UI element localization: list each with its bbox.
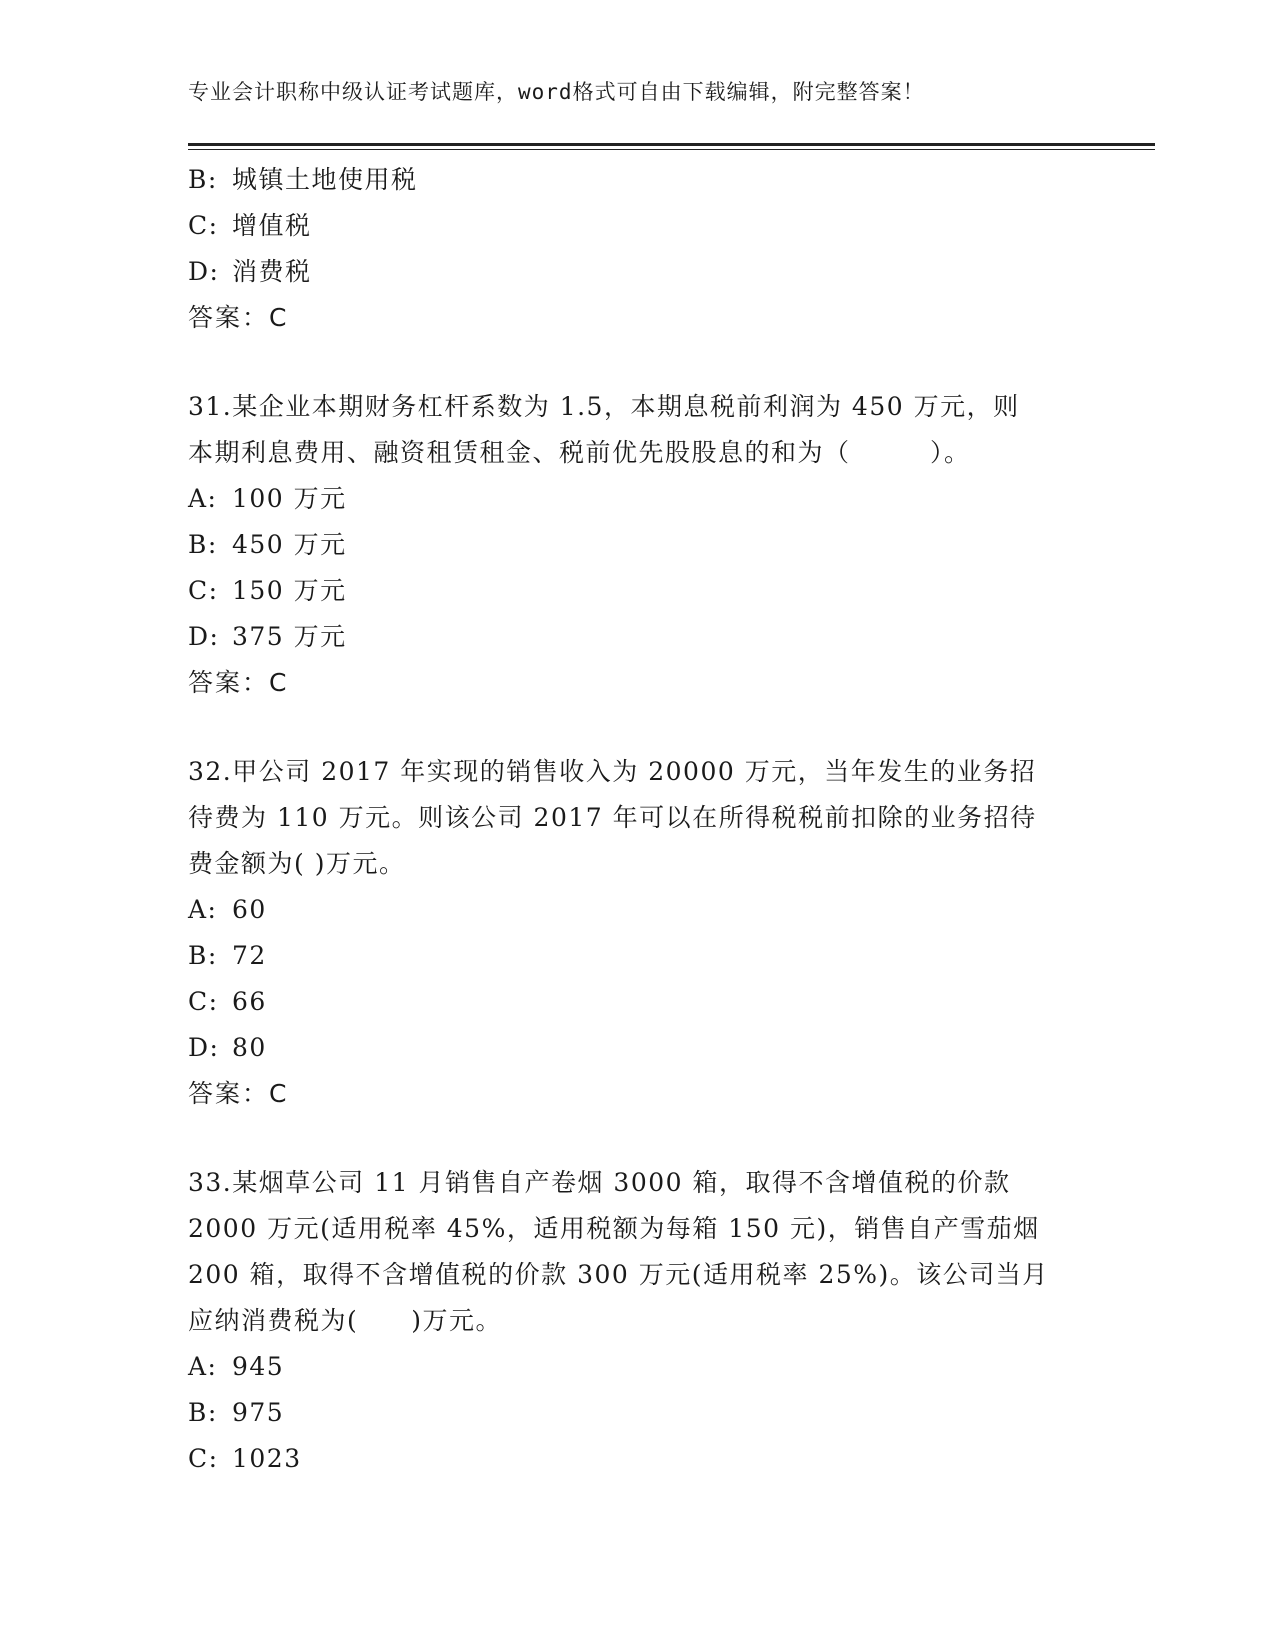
answer: 答案：C (188, 668, 289, 697)
option-letter: C: (188, 576, 219, 605)
option-text: 375 万元 (232, 622, 347, 651)
option-a (188, 1344, 1088, 1390)
option-c (188, 979, 1088, 1025)
question-31 (188, 384, 1088, 706)
option-letter: B: (188, 530, 218, 559)
option-b (188, 522, 1088, 568)
option-letter: C: (188, 211, 219, 240)
option-letter: B: (188, 165, 218, 194)
option-text: 消费税 (232, 257, 312, 286)
option-b (188, 933, 1088, 979)
page-header: 专业会计职称中级认证考试题库，word格式可自由下载编辑，附完整答案！ (188, 80, 925, 104)
option-text: 450 万元 (232, 530, 347, 559)
question-stem-line: 本期利息费用、融资租赁租金、税前优先股股息的和为（ ）。 (188, 438, 971, 467)
option-text: 100 万元 (232, 484, 347, 513)
question-stem-line: 2000 万元(适用税率 45%，适用税额为每箱 150 元)，销售自产雪茄烟 (188, 1214, 1040, 1243)
question-stem-line: 32.甲公司 2017 年实现的销售收入为 20000 万元，当年发生的业务招 (188, 757, 1037, 786)
spacer (188, 706, 1088, 749)
question-content (188, 157, 1088, 1482)
question-stem-line: 待费为 110 万元。则该公司 2017 年可以在所得税税前扣除的业务招待 (188, 803, 1037, 832)
option-c (188, 1436, 1088, 1482)
option-b (188, 1390, 1088, 1436)
option-d (188, 614, 1088, 660)
option-text: 66 (232, 987, 267, 1016)
question-stem-line: 31.某企业本期财务杠杆系数为 1.5，本期息税前利润为 450 万元，则 (188, 392, 1020, 421)
spacer (188, 1117, 1088, 1160)
question-stem-line: 33.某烟草公司 11 月销售自产卷烟 3000 箱，取得不含增值税的价款 (188, 1168, 1011, 1197)
option-letter: D: (188, 1033, 220, 1062)
option-c (188, 203, 1088, 249)
prev-question (188, 157, 1088, 341)
option-text: 1023 (232, 1444, 302, 1473)
option-letter: A: (188, 1352, 218, 1381)
option-text: 975 (232, 1398, 285, 1427)
option-d (188, 249, 1088, 295)
option-letter: A: (188, 895, 218, 924)
option-a (188, 476, 1088, 522)
question-stem-line: 费金额为( )万元。 (188, 849, 406, 878)
option-letter: D: (188, 257, 220, 286)
option-letter: A: (188, 484, 218, 513)
question-stem-line: 应纳消费税为( )万元。 (188, 1306, 503, 1335)
option-a (188, 887, 1088, 933)
option-letter: B: (188, 1398, 218, 1427)
option-text: 城镇土地使用税 (232, 165, 418, 194)
option-c (188, 568, 1088, 614)
option-letter: C: (188, 1444, 219, 1473)
option-letter: D: (188, 622, 220, 651)
answer: 答案：C (188, 1079, 289, 1108)
question-32 (188, 749, 1088, 1117)
header-rule-thin (188, 149, 1155, 150)
option-text: 60 (232, 895, 267, 924)
option-letter: B: (188, 941, 218, 970)
spacer (188, 341, 1088, 384)
header-rule-thick (188, 143, 1155, 146)
option-text: 945 (232, 1352, 285, 1381)
option-letter: C: (188, 987, 219, 1016)
option-text: 72 (232, 941, 267, 970)
question-33 (188, 1160, 1088, 1482)
option-text: 增值税 (232, 211, 312, 240)
option-text: 150 万元 (232, 576, 347, 605)
question-stem-line: 200 箱，取得不含增值税的价款 300 万元(适用税率 25%)。该公司当月 (188, 1260, 1049, 1289)
answer: 答案：C (188, 303, 289, 332)
option-d (188, 1025, 1088, 1071)
option-text: 80 (232, 1033, 267, 1062)
option-b (188, 157, 1088, 203)
